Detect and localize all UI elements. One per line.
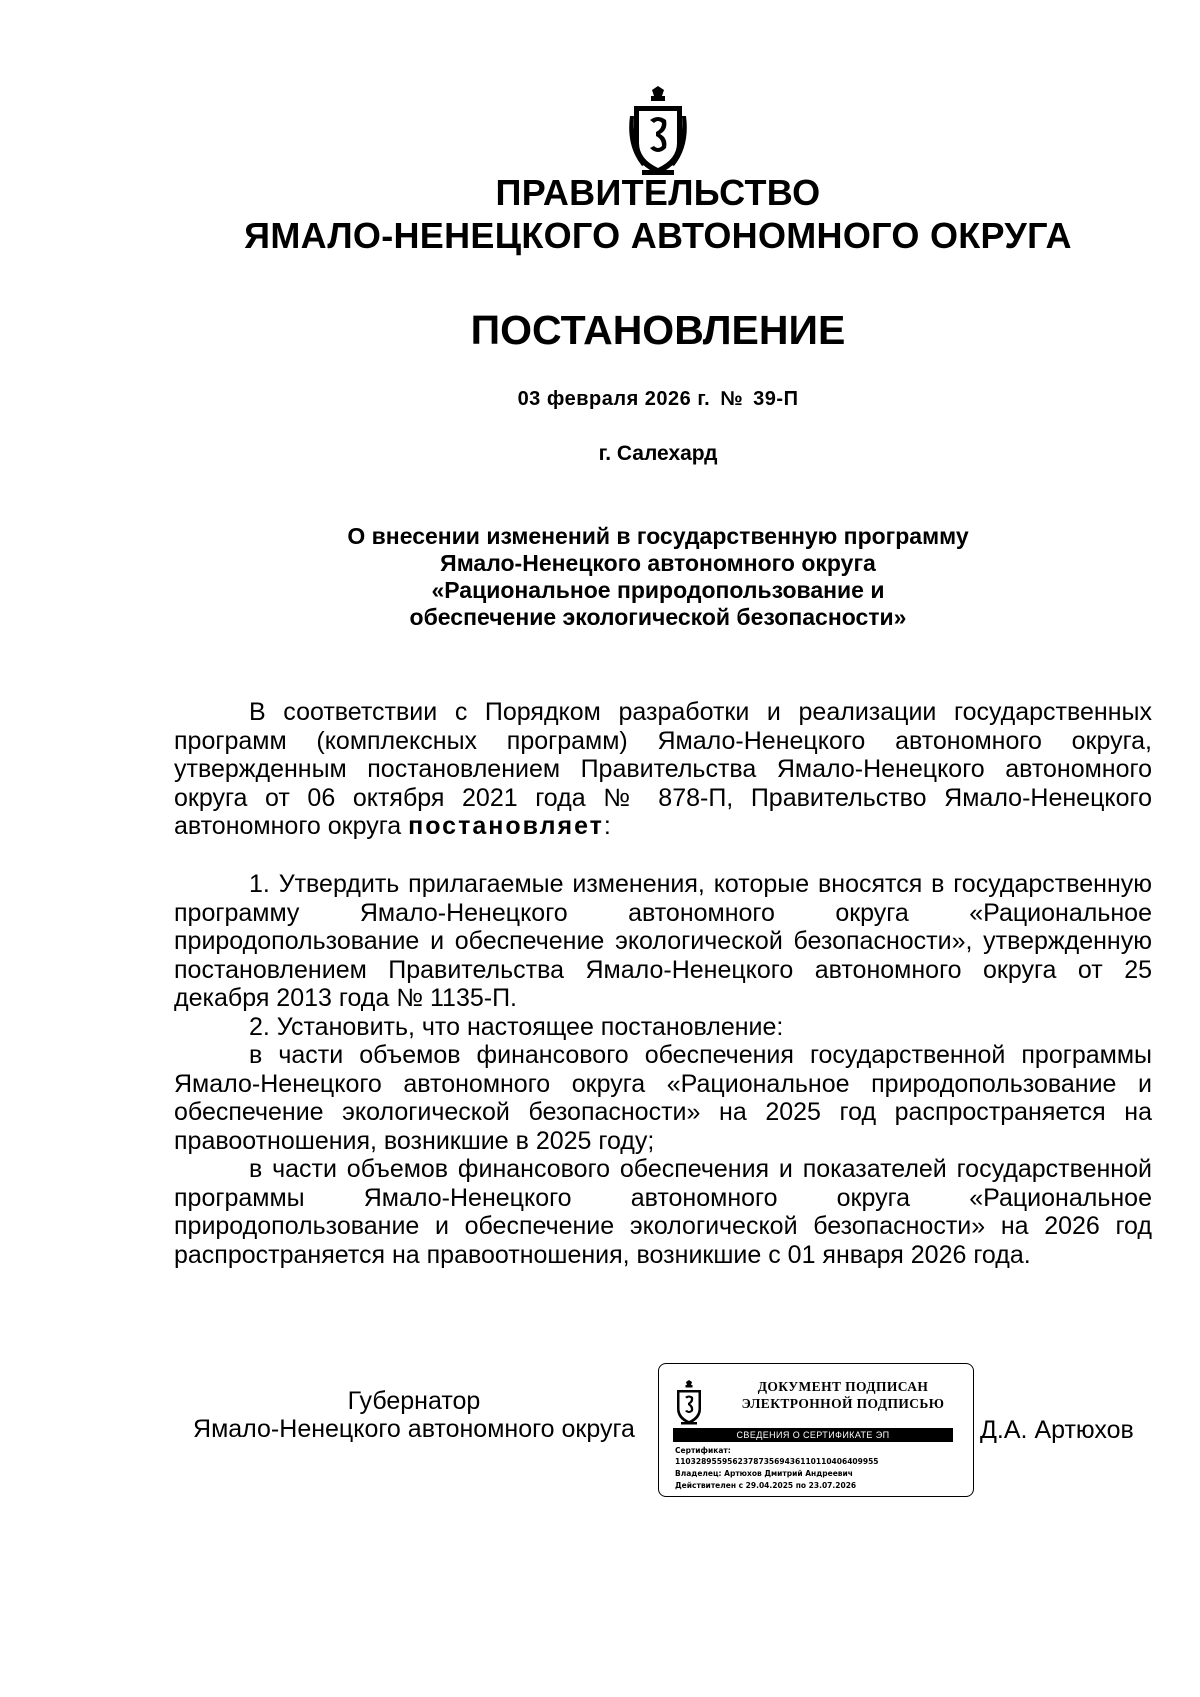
clause-paragraph: 2. Установить, что настоящее постановление:: [249, 1012, 784, 1041]
clause-paragraph: в части объемов финансового обеспечения и показателей государственной программы Ямало-Ненецкого автономного округа «Рациональное природопользование и обеспечение экологической безопасности» на 2026 год распространяется на правоотношения, возникшие с 01 января 2026 года.: [174, 1155, 1152, 1269]
signer-name: Д.А. Артюхов: [980, 1416, 1134, 1444]
preamble-paragraph: [174, 698, 1152, 841]
org-name-line1: ПРАВИТЕЛЬСТВО: [495, 172, 821, 213]
stamp-heading: [719, 1378, 967, 1412]
stamp-heading-line2: ЭЛЕКТРОННОЙ ПОДПИСЬЮ: [741, 1396, 945, 1411]
document-subject: [58, 523, 1200, 631]
preamble-text: В соответствии с Порядком разработки и реализации государственных программ (комплексных программ) Ямало-Ненецкого автономного округа, утвержденным постановлением Правительства Ямало-Ненецкого автономного округа от 06 октября 2021 года № 878-П, Правительство Ямало-Ненецкого автономного округа: [174, 698, 1152, 840]
preamble-tail: :: [603, 812, 611, 840]
signer-position: Губернатор: [347, 1387, 481, 1415]
yamal-coat-of-arms-icon: [628, 86, 688, 178]
document-date-number: [58, 386, 1200, 412]
signer-title: [174, 1387, 654, 1443]
signer-region: Ямало-Ненецкого автономного округа: [193, 1415, 635, 1443]
electronic-signature-stamp: [658, 1363, 974, 1497]
stamp-cert-bar: СВЕДЕНИЯ О СЕРТИФИКАТЕ ЭП: [673, 1428, 953, 1442]
document-city: г. Салехард: [598, 442, 718, 465]
subject-line: обеспечение экологической безопасности»: [409, 604, 907, 630]
stamp-heading-line1: ДОКУМЕНТ ПОДПИСАН: [757, 1379, 929, 1394]
subject-line: О внесении изменений в государственную программу: [347, 523, 969, 549]
document-type: ПОСТАНОВЛЕНИЕ: [470, 307, 846, 353]
stamp-coat-of-arms-icon: [673, 1380, 705, 1426]
stamp-cert-label: Сертификат:: [675, 1446, 731, 1455]
number-sign: №: [720, 388, 744, 410]
clause-paragraph: в части объемов финансового обеспечения государственной программы Ямало-Ненецкого автономного округа «Рациональное природопользование и обеспечение экологической безопасности» на 2025 год распространяется на правоотношения, возникшие в 2025 году;: [174, 1041, 1152, 1155]
document-number: 39-П: [753, 388, 799, 410]
clause-paragraph: 1. Утвердить прилагаемые изменения, которые вносятся в государственную программу Ямало-Ненецкого автономного округа «Рациональное природопользование и обеспечение экологической безопасности», утвержденную постановлением Правительства Ямало-Ненецкого автономного округа от 25 декабря 2013 года № 1135-П.: [174, 870, 1152, 1012]
stamp-cert-number: 11032895595623787356943611011040640995​5: [675, 1457, 879, 1466]
stamp-validity: Действителен с 29.04.2025 по 23.07.2026: [675, 1481, 857, 1490]
preamble: [174, 698, 1152, 841]
org-name-line2: ЯМАЛО-НЕНЕЦКОГО АВТОНОМНОГО ОКРУГА: [244, 215, 1072, 256]
clauses: [174, 870, 1152, 1269]
decree-word: постановляет: [408, 812, 604, 840]
subject-line: Ямало-Ненецкого автономного округа: [440, 550, 876, 576]
subject-line: «Рациональное природопользование и: [431, 577, 885, 603]
document-date: 03 февраля 2026 г.: [517, 388, 711, 410]
stamp-owner: Владелец: Артюхов Дмитрий Андреевич: [675, 1469, 853, 1478]
